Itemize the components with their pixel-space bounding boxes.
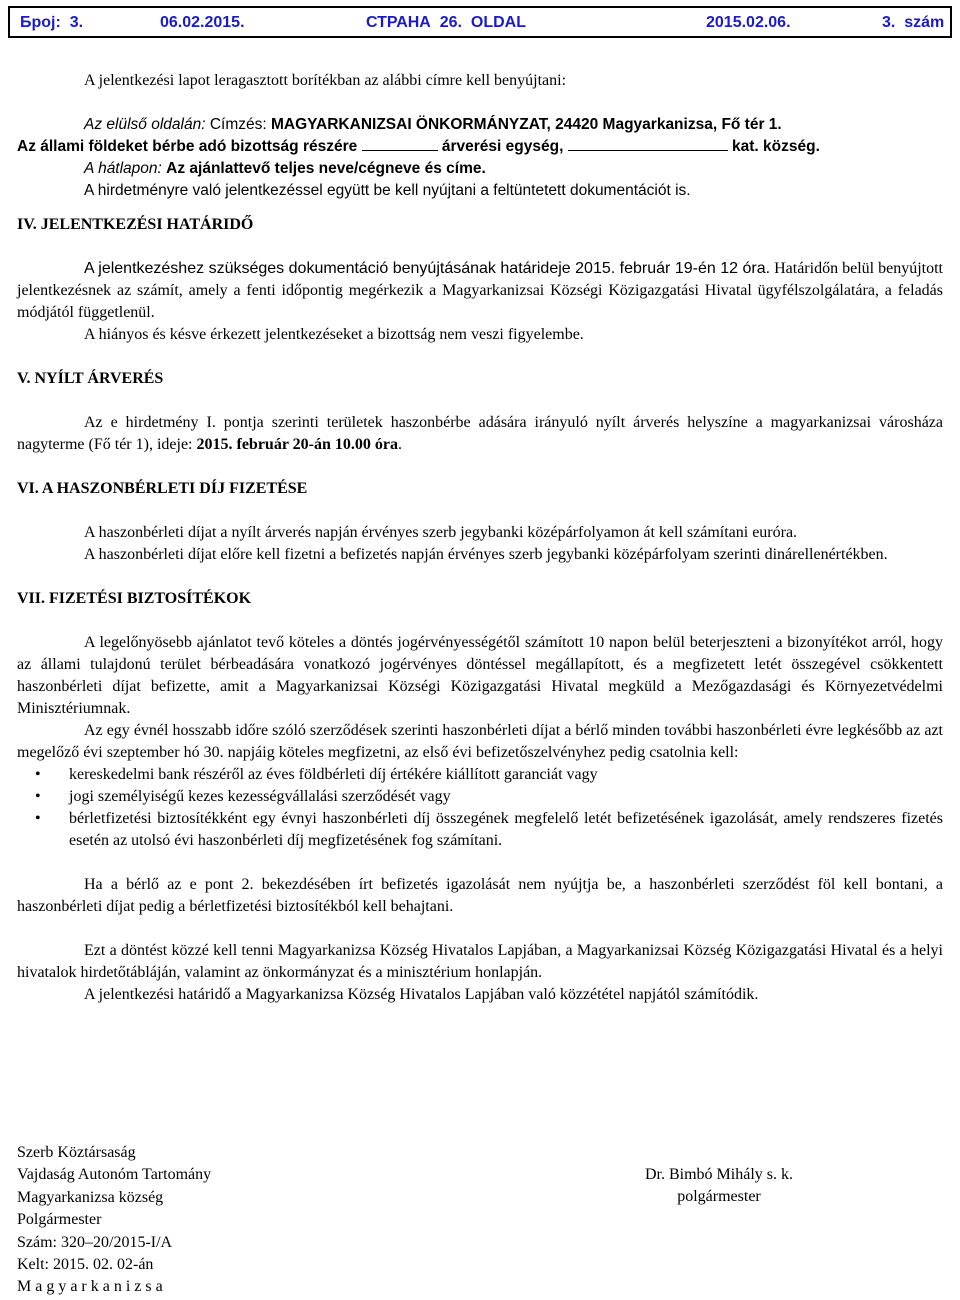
- section-iv-deadline-detail: Határidőn belül benyújtott jelentkezésnek az számít, amely a fenti időpontig megérkezik a Magyarkanizsai Községi Közigazgatási Hivatal ügyfélszolgálatára, a feladás módjától függetlenül.: [17, 260, 943, 321]
- list-item: • jogi személyiségű kezes kezességvállalási szerződését vagy: [35, 786, 943, 808]
- back-side-block: [17, 158, 943, 202]
- section-vii-paragraph-4: Ezt a döntést közzé kell tenni Magyarkanizsa Község Hivatalos Lapjában, a Magyarkanizsai Község Közigazgatási Hivatal és a helyi hivatalok hirdetőtábláján, valamint az önkormányzat és a minisztérium honlapján.: [17, 942, 943, 981]
- signatory-title: polgármester: [677, 1188, 761, 1206]
- committee-line: [17, 136, 943, 158]
- bullet-icon: •: [35, 766, 41, 783]
- issuer-block: [17, 1142, 211, 1299]
- document-number: Szám: 320–20/2015-I/A: [17, 1233, 173, 1251]
- section-iv-paragraph-1: [17, 258, 943, 324]
- section-v-title: V. NYÍLT ÁRVERÉS: [17, 370, 164, 387]
- section-vi-paragraph-1: A haszonbérleti díjat a nyílt árverés napján érvényes szerb jegybanki középárfolyamon át kell számítani euróra.: [84, 524, 798, 541]
- front-address: MAGYARKANIZSAI ÖNKORMÁNYZAT, 24420 Magyarkanizsa, Fő tér 1.: [270, 116, 782, 133]
- issuer-office: Polgármester: [17, 1211, 102, 1229]
- signature-block: [17, 1142, 943, 1296]
- issuer-country: Szerb Köztársaság: [17, 1144, 136, 1161]
- section-vii-paragraph-5: A jelentkezési határidő a Magyarkanizsa Község Hivatalos Lapjában való közzététel napjától számítódik.: [84, 986, 759, 1003]
- committee-text-a: Az állami földeket bérbe adó bizottság részére: [17, 138, 358, 155]
- blank-auction-unit: [362, 150, 438, 151]
- back-label: A hátlapon:: [84, 160, 167, 177]
- section-vii-title: VII. FIZETÉSI BIZTOSÍTÉKOK: [17, 590, 252, 607]
- section-vii-paragraph-2: Az egy évnél hosszabb időre szóló szerződések szerinti haszonbérleti díjat a bérlő minden további haszonbérleti évre legkésőbb az azt megelőző évi szeptember hó 30. napjáig köteles megfizetni, az első évi befizetőszelvényhez pedig csatolnia kell:: [17, 722, 943, 761]
- front-cimzes: Címzés:: [209, 116, 271, 133]
- guarantee-list: [35, 764, 943, 852]
- section-iv-deadline: A jelentkezéshez szükséges dokumentáció benyújtásának határideje 2015. február 19-én 12 óra.: [84, 260, 771, 277]
- signatory-name: Dr. Bimbó Mihály s. k.: [644, 1166, 793, 1183]
- envelope-address-block: [17, 114, 943, 136]
- issuer-province: Vajdaság Autonóm Tartomány: [17, 1166, 212, 1184]
- section-vi-title: VI. A HASZONBÉRLETI DÍJ FIZETÉSE: [17, 480, 308, 497]
- back-text: Az ajánlattevő teljes neve/cégneve és címe.: [166, 160, 486, 177]
- section-vii-paragraph-3: Ha a bérlő az e pont 2. bekezdésében írt befizetés igazolását nem nyújtja be, a haszonbérleti szerződést föl kell bontani, a haszonbérleti díjat pedig a bérletfizetési biztosítékból kell behajtani.: [17, 876, 943, 915]
- docs-note: A hirdetményre való jelentkezéssel együtt be kell nyújtani a feltüntetett dokumentációt is.: [84, 182, 691, 199]
- front-label: Az elülső oldalán:: [84, 116, 210, 133]
- header-issue-number-hu: 3. szám: [882, 14, 945, 31]
- header-page-number: СТРАНА 26. OLDAL: [366, 14, 526, 31]
- issuer-municipality: Magyarkanizsa község: [17, 1188, 164, 1206]
- header-issue-number-sr: Број: 3.: [20, 14, 84, 31]
- bullet-icon: •: [35, 810, 41, 827]
- section-iv-title: IV. JELENTKEZÉSI HATÁRIDŐ: [17, 216, 254, 233]
- signatory-block: [629, 1164, 809, 1209]
- document-body: [17, 70, 943, 1006]
- section-v-end: .: [397, 436, 402, 453]
- section-v-datetime: 2015. február 20-án 10.00 óra: [196, 436, 398, 453]
- list-item: • kereskedelmi bank részéről az éves földbérleti díj értékére kiállított garanciát vagy: [35, 764, 943, 786]
- committee-block: [17, 136, 943, 158]
- blank-cadastral-municipality: [568, 150, 728, 151]
- document-place: Magyarkanizsa: [17, 1278, 167, 1296]
- committee-text-b: árverési egység,: [441, 138, 564, 155]
- header-date-sr: 06.02.2015.: [160, 14, 245, 31]
- back-address-line: [84, 158, 943, 180]
- section-vi-paragraph-2: A haszonbérleti díjat előre kell fizetni a befizetés napján érvényes szerb jegybanki középárfolyam szerinti dinárellenértékben.: [84, 546, 888, 563]
- bullet-icon: •: [35, 788, 41, 805]
- section-iv-paragraph-2: A hiányos és késve érkezett jelentkezéseket a bizottság nem veszi figyelembe.: [84, 326, 584, 343]
- section-v-paragraph: [17, 412, 943, 456]
- section-v-text: Az e hirdetmény I. pontja szerinti területek haszonbérbe adására irányuló nyílt árverés helyszíne a magyarkanizsai városháza nagyterme (Fő tér 1), ideje:: [17, 414, 943, 453]
- section-vii-paragraph-1: A legelőnyösebb ajánlatot tevő köteles a döntés jogérvényességétől számított 10 napon belül beterjeszteni a bizonyítékot arról, hogy az állami tulajdonú terület bérbeadására vonatkozó jogérvényes döntéssel megállapított, és a megfizetett letét összegével csökkentett haszonbérleti díjat befizette, amit a Magyarkanizsai Községi Közigazgatási Hivatal megküld a Mezőgazdasági és Környezetvédelmi Minisztériumnak.: [17, 634, 943, 717]
- list-item: • bérletfizetési biztosítékként egy évnyi haszonbérleti díj összegének megfelelő letét befizetésének igazolását, amely rendszeres fizetés esetén az utolsó évi haszonbérleti díj megfizetésének fog számítani.: [35, 810, 943, 849]
- page-header: [8, 6, 952, 38]
- front-address-line: [84, 114, 943, 136]
- committee-text-c: kat. község.: [732, 138, 820, 155]
- header-date-hu: 2015.02.06.: [706, 14, 791, 31]
- document-date: Kelt: 2015. 02. 02-án: [17, 1256, 154, 1274]
- intro-instruction: A jelentkezési lapot leragasztott borítékban az alábbi címre kell benyújtani:: [84, 72, 567, 89]
